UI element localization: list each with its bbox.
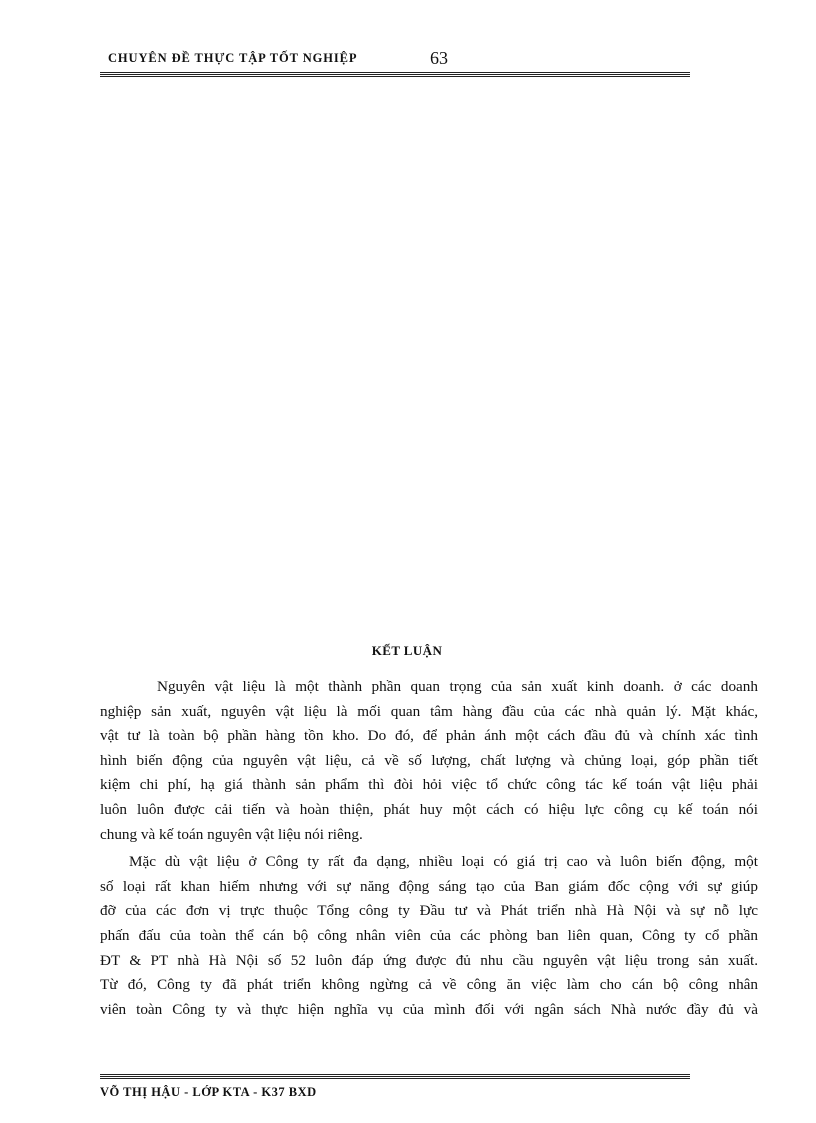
text-line: nghiệp sản xuất, nguyên vật liệu là mối quan tâm hàng đầu của các nhà quản lý. Mặt khác, [100, 702, 758, 720]
header-rule [100, 72, 690, 73]
body-text [100, 675, 758, 1022]
footer-rule [100, 1076, 690, 1077]
text-line: ĐT & PT nhà Hà Nội số 52 luôn đáp ứng được đủ nhu cầu nguyên vật liệu trong sản xuất. [100, 951, 758, 969]
paragraph-1 [100, 675, 758, 847]
text-line: Từ đó, Công ty đã phát triển không ngừng cả về công ăn việc làm cho cán bộ công nhân [100, 976, 758, 994]
text-line: chung và kế toán nguyên vật liệu nói riêng. [100, 825, 363, 843]
text-line: kiệm chi phí, hạ giá thành sản phẩm thì đòi hỏi việc tổ chức công tác kế toán vật liệu phải [100, 776, 758, 794]
text-line: đỡ của các đơn vị trực thuộc Tổng công ty Đầu tư và Phát triển nhà Hà Nội và sự nỗ lực [100, 902, 758, 920]
text-line: hình biến động của nguyên vật liệu, cả về số lượng, chất lượng và chủng loại, góp phần tiết [100, 751, 758, 769]
text-line: số loại rất khan hiếm nhưng với sự năng động sáng tạo của Ban giám đốc cộng với sự giúp [100, 877, 758, 895]
header-rule [100, 76, 690, 77]
page-footer: VÕ THỊ HẬU - LỚP KTA - K37 BXD [100, 1085, 317, 1099]
header-rule [100, 74, 690, 75]
text-line: Nguyên vật liệu là một thành phần quan trọng của sản xuất kinh doanh. ở các doanh [157, 678, 758, 695]
text-line: vật tư là toàn bộ phần hàng tồn kho. Do đó, để phản ánh một cách đầu đủ và chính xác tình [100, 727, 758, 745]
text-line: phấn đấu của toàn thể cán bộ công nhân viên của các phòng ban liên quan, Công ty cổ phần [100, 926, 758, 944]
footer-rule [100, 1074, 690, 1075]
paragraph-2 [100, 850, 758, 1022]
section-title: KẾT LUẬN [371, 643, 443, 658]
page-number: 63 [430, 48, 448, 68]
header-title: CHUYÊN ĐỀ THỰC TẬP TỐT NGHIỆP [108, 51, 358, 65]
text-line: luôn luôn được cải tiến và hoàn thiện, phát huy một cách có hiệu lực công cụ kế toán nói [100, 800, 758, 818]
text-line: Mặc dù vật liệu ở Công ty rất đa dạng, nhiều loại có giá trị cao và luôn biến động, một [129, 853, 758, 871]
footer-rule [100, 1078, 690, 1079]
text-line: viên toàn Công ty và thực hiện nghĩa vụ của mình đối với ngân sách Nhà nước đầy đủ và [100, 1000, 758, 1018]
